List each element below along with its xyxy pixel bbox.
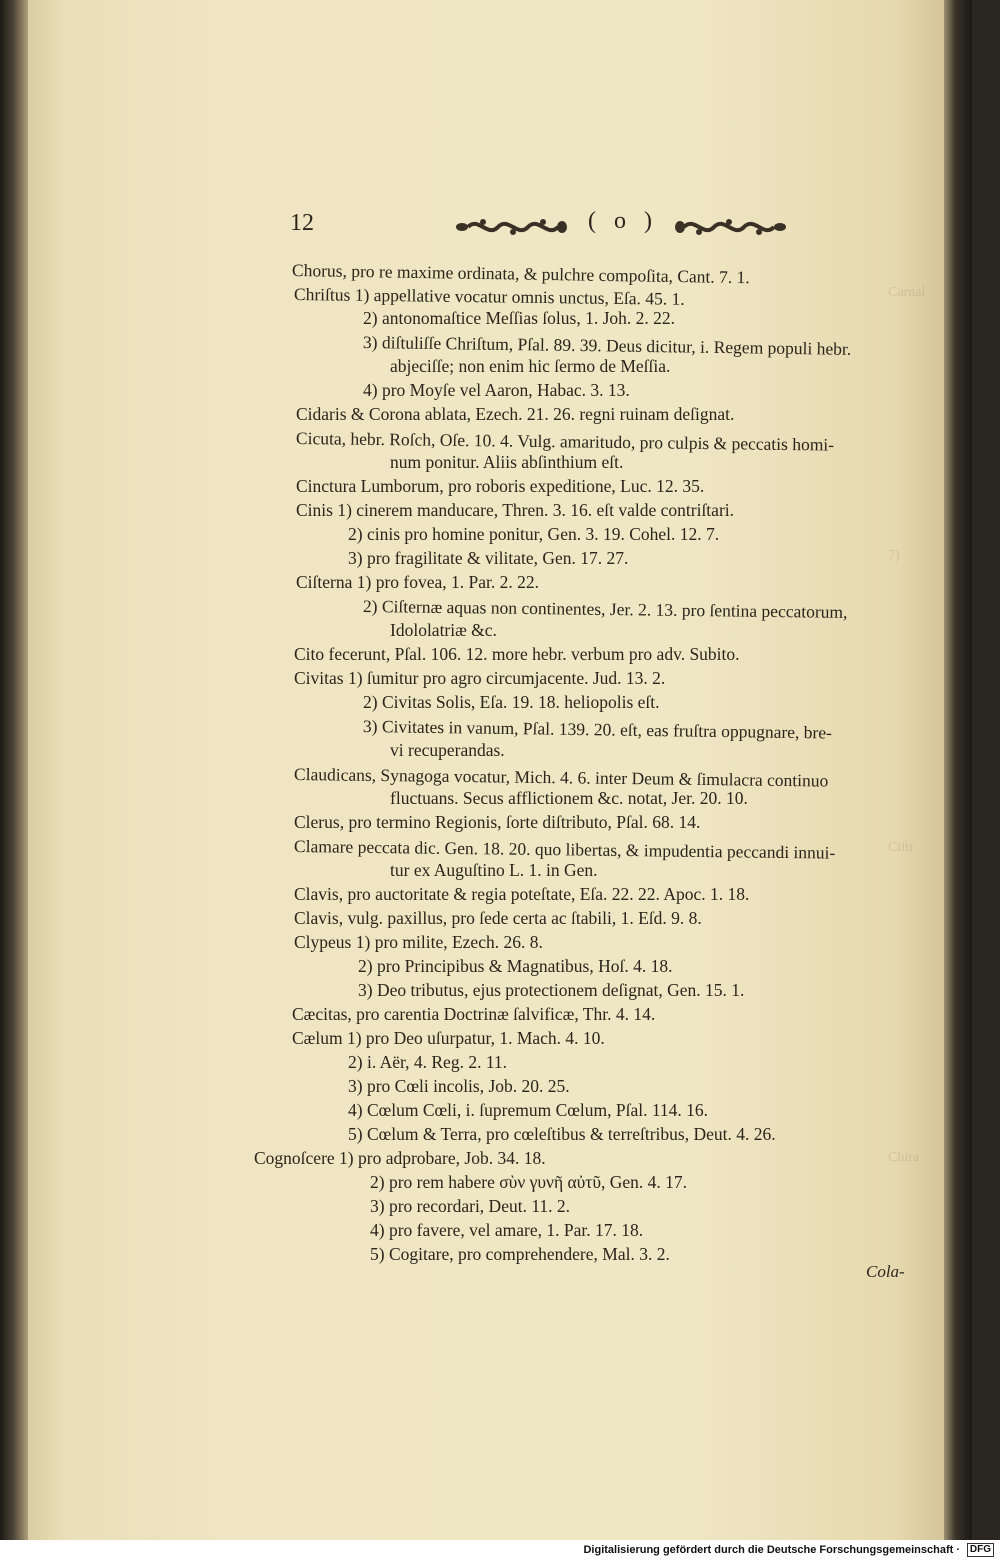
digitization-footer xyxy=(0,1540,1000,1560)
entry-line: Clerus, pro termino Regionis, ſorte diſtributo, Pſal. 68. 14. xyxy=(294,812,701,832)
entry-line: 4) Cœlum Cœli, i. ſupremum Cœlum, Pſal. 114. 16. xyxy=(348,1100,709,1120)
entry-line: 3) pro fragilitate & vilitate, Gen. 17. 27. xyxy=(348,548,629,568)
entry-line: 2) Civitas Solis, Eſa. 19. 18. heliopolis eſt. xyxy=(363,692,660,712)
entry-line: 2) i. Aër, 4. Reg. 2. 11. xyxy=(348,1052,508,1072)
ornament-right-icon xyxy=(674,216,788,238)
running-header xyxy=(28,208,972,248)
entry-line: Cidaris & Corona ablata, Ezech. 21. 26. regni ruinam deſignat. xyxy=(296,404,735,424)
entry-line: Cælum 1) pro Deo uſurpatur, 1. Mach. 4. 10. xyxy=(292,1028,605,1048)
ornament-left-icon xyxy=(454,216,568,238)
bleed-through: Carnal xyxy=(888,285,926,300)
bleed-through: 7) xyxy=(888,548,900,563)
entry-line: 4) pro Moyſe vel Aaron, Habac. 3. 13. xyxy=(363,380,630,400)
entry-line: 3) Civitates in vanum, Pſal. 139. 20. eſt, eas fruſtra oppugnare, bre- xyxy=(362,716,833,743)
entry-line: 2) Ciſternæ aquas non continentes, Jer. 2. 13. pro ſentina peccatorum, xyxy=(362,596,848,622)
entry-line: Chorus, pro re maxime ordinata, & pulchre compoſita, Cant. 7. 1. xyxy=(291,260,750,288)
entry-line: 4) pro favere, vel amare, 1. Par. 17. 18. xyxy=(370,1220,644,1240)
entry-line: Clavis, vulg. paxillus, pro ſede certa ac ſtabili, 1. Eſd. 9. 8. xyxy=(294,908,702,928)
entry-line: 2) cinis pro homine ponitur, Gen. 3. 19. Cohel. 12. 7. xyxy=(348,524,720,544)
bleed-through: Ciſtr xyxy=(888,840,914,855)
entry-line: Cinctura Lumborum, pro roboris expeditione, Luc. 12. 35. xyxy=(296,476,705,496)
entry-line: fluctuans. Secus afflictionem &c. notat, Jer. 20. 10. xyxy=(390,788,748,808)
entry-line: 3) pro recordari, Deut. 11. 2. xyxy=(370,1196,571,1216)
entry-line: num ponitur. Aliis abſinthium eſt. xyxy=(390,452,624,472)
entry-line: 5) Cogitare, pro comprehendere, Mal. 3. 2. xyxy=(370,1244,670,1264)
entry-line: Cognoſcere 1) pro adprobare, Job. 34. 18. xyxy=(254,1148,546,1168)
entry-line: 3) pro Cœli incolis, Job. 20. 25. xyxy=(348,1076,570,1096)
entry-line: Clamare peccata dic. Gen. 18. 20. quo libertas, & impudentia peccandi innui- xyxy=(293,836,836,863)
entry-line: 2) pro rem habere σὺν γυνῆ αὐτῦ, Gen. 4. 17. xyxy=(370,1172,688,1192)
entry-line: Cito fecerunt, Pſal. 106. 12. more hebr. verbum pro adv. Subito. xyxy=(294,644,740,664)
page-edge-shadow xyxy=(944,0,972,1540)
entry-line: 5) Cœlum & Terra, pro cœleſtibus & terreſtribus, Deut. 4. 26. xyxy=(348,1124,776,1144)
entry-line: Idololatriæ &c. xyxy=(390,620,497,640)
footer-credit: Digitalisierung gefördert durch die Deutsche Forschungsgemeinschaft · xyxy=(583,1544,960,1556)
bleed-through: Chira xyxy=(888,1150,920,1165)
entry-line: vi recuperandas. xyxy=(390,740,505,760)
entry-line: Ciſterna 1) pro fovea, 1. Par. 2. 22. xyxy=(296,572,540,592)
entry-line: 2) pro Principibus & Magnatibus, Hoſ. 4. 18. xyxy=(358,956,673,976)
entry-line: abjeciſſe; non enim hic ſermo de Meſſia. xyxy=(390,356,671,376)
entry-line: Claudicans, Synagoga vocatur, Mich. 4. 6. inter Deum & ſimulacra continuo xyxy=(293,764,829,791)
entry-line: 3) diſtuliſſe Chriſtum, Pſal. 89. 39. Deus dicitur, i. Regem populi hebr. xyxy=(362,332,852,359)
entry-line: Clavis, pro auctoritate & regia poteſtate, Eſa. 22. 22. Apoc. 1. 18. xyxy=(294,884,750,904)
page-number: 12 xyxy=(290,210,314,236)
entry-line: tur ex Auguſtino L. 1. in Gen. xyxy=(390,860,598,880)
entry-line: Chriſtus 1) appellative vocatur omnis unctus, Eſa. 45. 1. xyxy=(293,284,685,309)
dfg-logo: DFG xyxy=(967,1543,994,1557)
entry-line: Cæcitas, pro carentia Doctrinæ ſalvificæ, Thr. 4. 14. xyxy=(292,1004,656,1024)
entry-line: Cicuta, hebr. Roſch, Oſe. 10. 4. Vulg. amaritudo, pro culpis & peccatis homi- xyxy=(295,428,835,455)
entry-line: Clypeus 1) pro milite, Ezech. 26. 8. xyxy=(294,932,543,952)
entry-line: 3) Deo tributus, ejus protectionem deſignat, Gen. 15. 1. xyxy=(358,980,745,1000)
entry-line: 2) antonomaſtice Meſſias ſolus, 1. Joh. 2. 22. xyxy=(363,308,676,328)
catchword: Cola- xyxy=(866,1262,905,1281)
entry-line: Cinis 1) cinerem manducare, Thren. 3. 16. eſt valde contriſtari. xyxy=(296,500,735,520)
book-page xyxy=(28,0,972,1540)
signature-mark: ( o ) xyxy=(588,208,658,234)
entry-line: Civitas 1) ſumitur pro agro circumjacente. Jud. 13. 2. xyxy=(294,668,666,688)
